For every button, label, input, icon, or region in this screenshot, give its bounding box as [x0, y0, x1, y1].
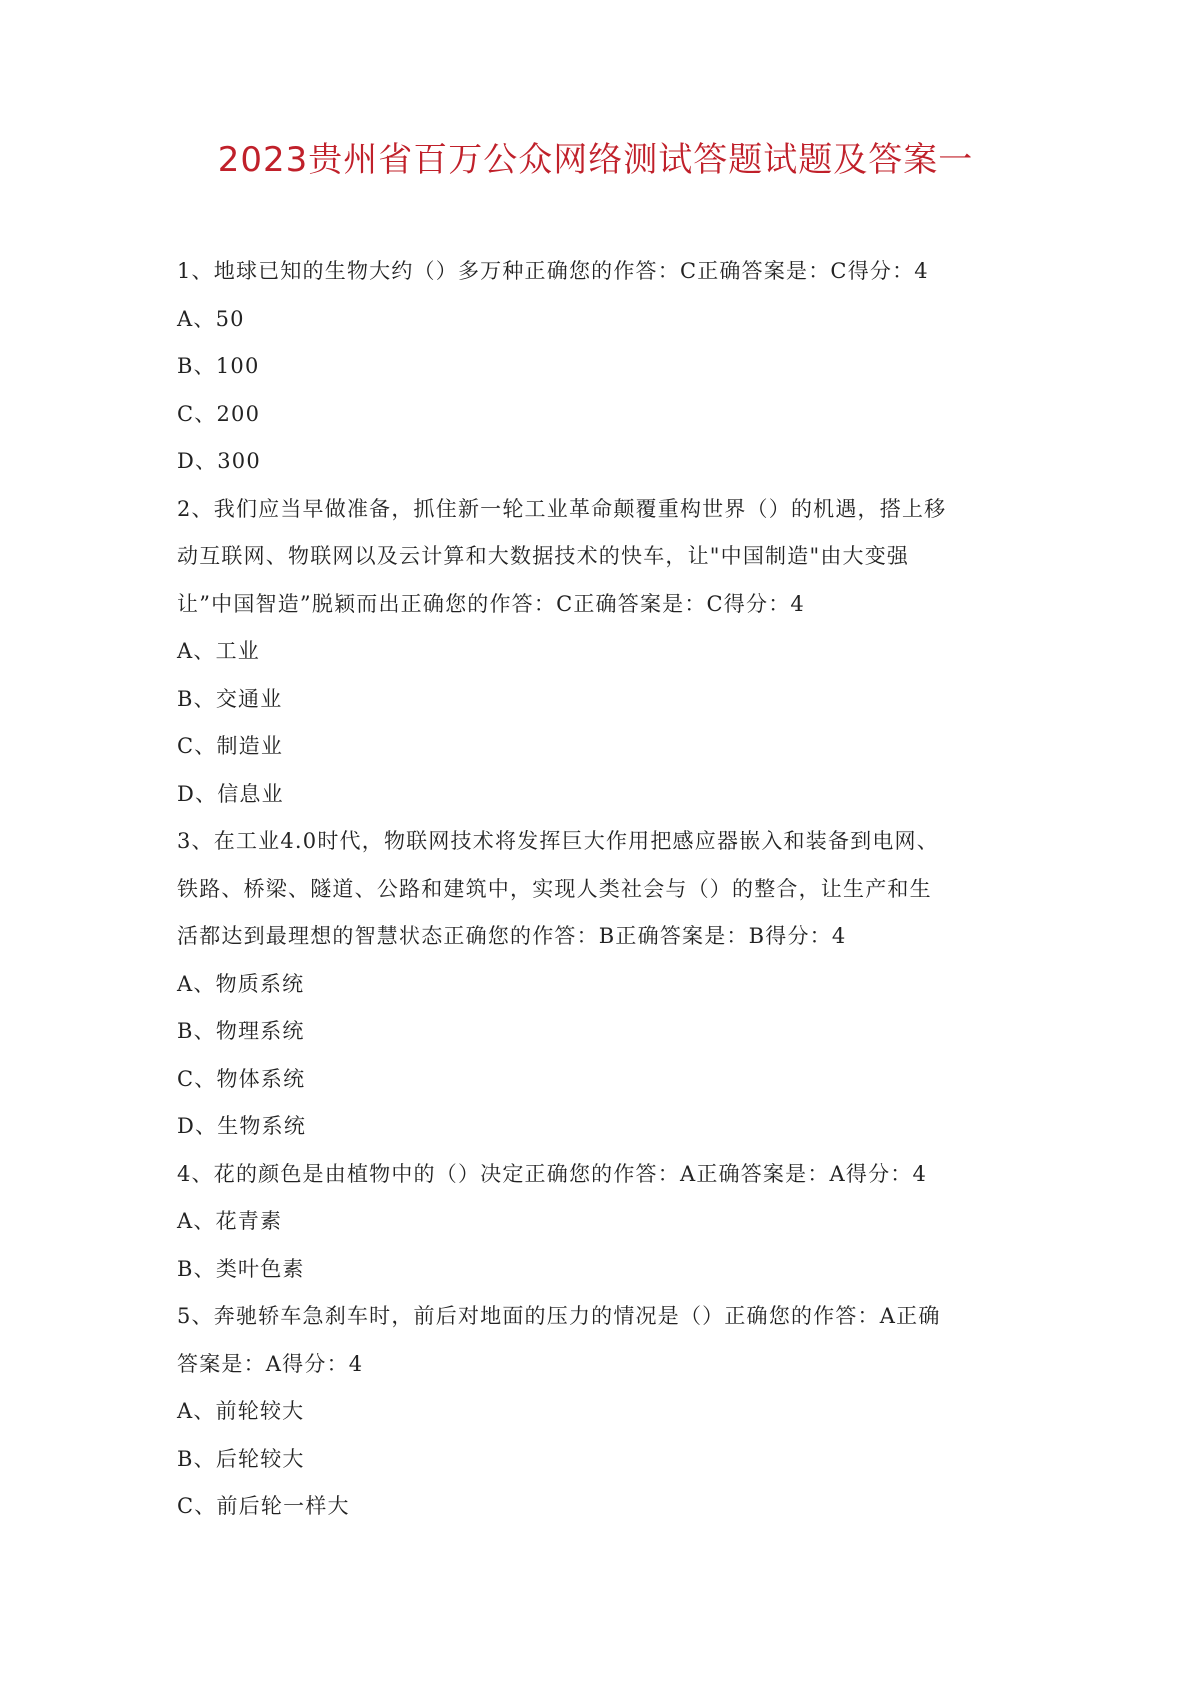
- question-5-option-a: A、前轮较大: [177, 1399, 305, 1423]
- question-3-option-d: D、生物系统: [177, 1114, 307, 1138]
- question-4-option-a: A、花青素: [177, 1209, 283, 1233]
- question-3-option-a: A、物质系统: [177, 971, 305, 996]
- question-4-option-b: B、类叶色素: [177, 1256, 305, 1281]
- question-1-text: 1、地球已知的生物大约（）多万种正确您的作答：C正确答案是：C得分：4: [177, 259, 929, 283]
- question-3-text-line-3: 活都达到最理想的智慧状态正确您的作答：B正确答案是：B得分：4: [177, 924, 847, 948]
- question-2-option-a: A、工业: [177, 639, 260, 663]
- question-1-option-b: B、100: [177, 354, 260, 378]
- document-title: 2023贵州省百万公众网络测试答题试题及答案一: [217, 140, 974, 180]
- question-5-text-line-2: 答案是：A得分：4: [177, 1351, 364, 1376]
- question-5-text-line-1: 5、奔驰轿车急刹车时，前后对地面的压力的情况是（）正确您的作答：A正确: [177, 1304, 941, 1328]
- question-1-option-c: C、200: [177, 401, 261, 426]
- question-5-option-c: C、前后轮一样大: [177, 1494, 350, 1518]
- question-3-option-c: C、物体系统: [177, 1066, 306, 1091]
- question-3-option-b: B、物理系统: [177, 1019, 305, 1043]
- question-3-text-line-1: 3、在工业4.0时代，物联网技术将发挥巨大作用把感应器嵌入和装备到电网、: [177, 829, 939, 853]
- question-2-option-b: B、交通业: [177, 686, 283, 711]
- question-2-text-line-3: 让”中国智造”脱颖而出正确您的作答：C正确答案是：C得分：4: [177, 591, 805, 616]
- document-body: [177, 248, 1017, 1531]
- question-4-text: 4、花的颜色是由植物中的（）决定正确您的作答：A正确答案是：A得分：4: [177, 1161, 928, 1186]
- question-1-option-a: A、50: [177, 306, 245, 331]
- question-2-text-line-2: 动互联网、物联网以及云计算和大数据技术的快车，让"中国制造"由大变强: [177, 544, 910, 568]
- question-2-option-d: D、信息业: [177, 781, 284, 806]
- question-2-option-c: C、制造业: [177, 734, 284, 758]
- question-3-text-line-2: 铁路、桥梁、隧道、公路和建筑中，实现人类社会与（）的整合，让生产和生: [177, 876, 932, 901]
- question-2-text-line-1: 2、我们应当早做准备，抓住新一轮工业革命颠覆重构世界（）的机遇，搭上移: [177, 496, 947, 521]
- question-1-option-d: D、300: [177, 449, 261, 473]
- question-5-option-b: B、后轮较大: [177, 1446, 305, 1471]
